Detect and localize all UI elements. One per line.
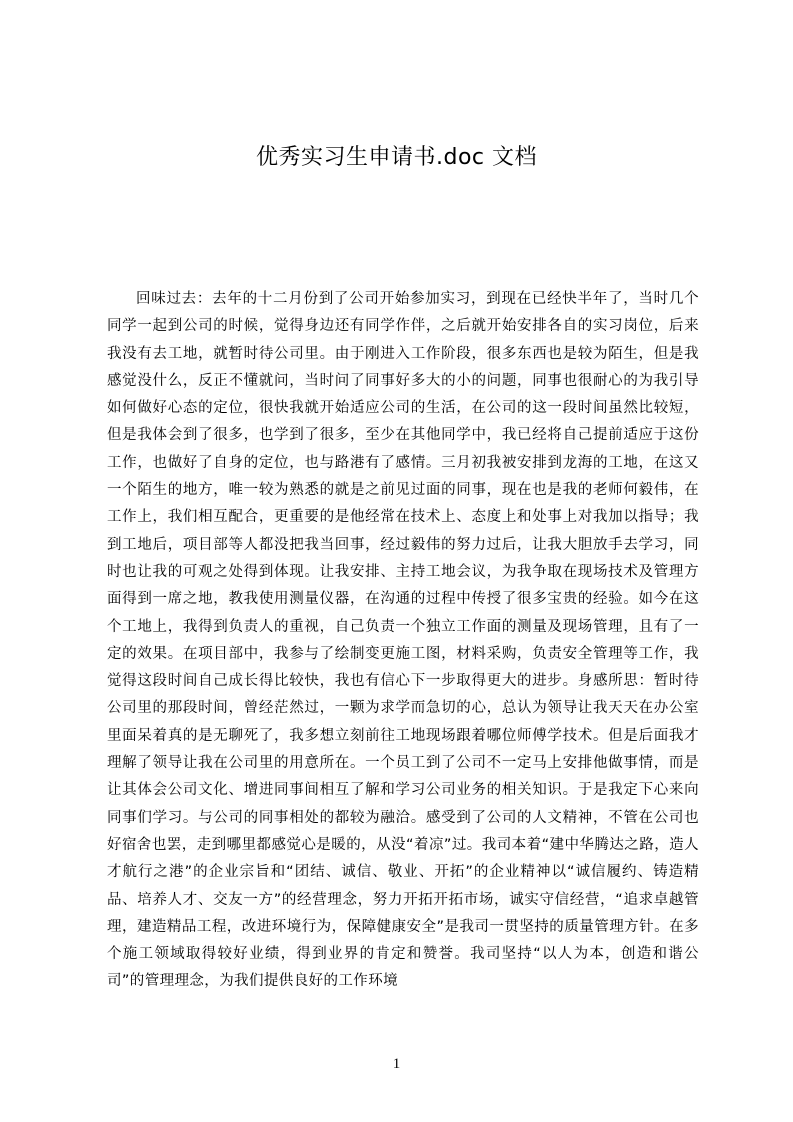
page-number: 1: [392, 1056, 401, 1072]
document-title: 优秀实习生申请书.doc 文档: [255, 145, 537, 170]
body-paragraph: 回味过去：去年的十二月份到了公司开始参加实习，到现在已经快半年了，当时几个同学一起到公司的时候，觉得身边还有同学作伴，之后就开始安排各自的实习岗位，后来我没有去工地，就暂时待公司里。由于刚进入工作阶段，很多东西也是较为陌生，但是我感觉没什么，反正不懂就问，当时问了同事好多大的小的问题，同事也很耐心的为我引导如何做好心态的定位，很快我就开始适应公司的生活，在公司的这一段时间虽然比较短，但是我体会到了很多，也学到了很多，至少在其他同学中，我已经将自己提前适应于这份工作，也做好了自身的定位，也与路港有了感情。三月初我被安排到龙海的工地，在这又一个陌生的地方，唯一较为熟悉的就是之前见过面的同事，现在也是我的老师何毅伟，在工作上，我们相互配合，更重要的是他经常在技术上、态度上和处事上对我加以指导；我到工地后，项目部等人都没把我当回事，经过毅伟的努力过后，让我大胆放手去学习，同时也让我的可观之处得到体现。让我安排、主持工地会议，为我争取在现场技术及管理方面得到一席之地，教我使用测量仪器，在沟通的过程中传授了很多宝贵的经验。如今在这个工地上，我得到负责人的重视，自己负责一个独立工作面的测量及现场管理，且有了一定的效果。在项目部中，我参与了绘制变更施工图，材料采购，负责安全管理等工作，我觉得这段时间自己成长得比较快，我也有信心下一步取得更大的进步。身感所思：暂时待公司里的那段时间，曾经茫然过，一颗为求学而急切的心，总认为领导让我天天在办公室里面呆着真的是无聊死了，我多想立刻前往工地现场跟着哪位师傅学技术。但是后面我才理解了领导让我在公司里的用意所在。一个员工到了公司不一定马上安排他做事情，而是让其体会公司文化、增进同事间相互了解和学习公司业务的相关知识。于是我定下心来向同事们学习。与公司的同事相处的都较为融洽。感受到了公司的人文精神，不管在公司也好宿舍也罢，走到哪里都感觉心是暖的，从没“着凉”过。我司本着“建中华腾达之路，造人才航行之港”的企业宗旨和“团结、诚信、敬业、开拓”的企业精神以“诚信履约、铸造精品、培养人才、交友一方”的经营理念，努力开拓开拓市场，诚实守信经营，“追求卓越管理，建造精品工程，改进环境行为，保障健康安全”是我司一贯坚持的质量管理方针。在多个施工领域取得较好业绩，得到业界的肯定和赞誉。我司坚持“以人为本，创造和谐公司”的管理理念，为我们提供良好的工作环境: [107, 291, 699, 990]
